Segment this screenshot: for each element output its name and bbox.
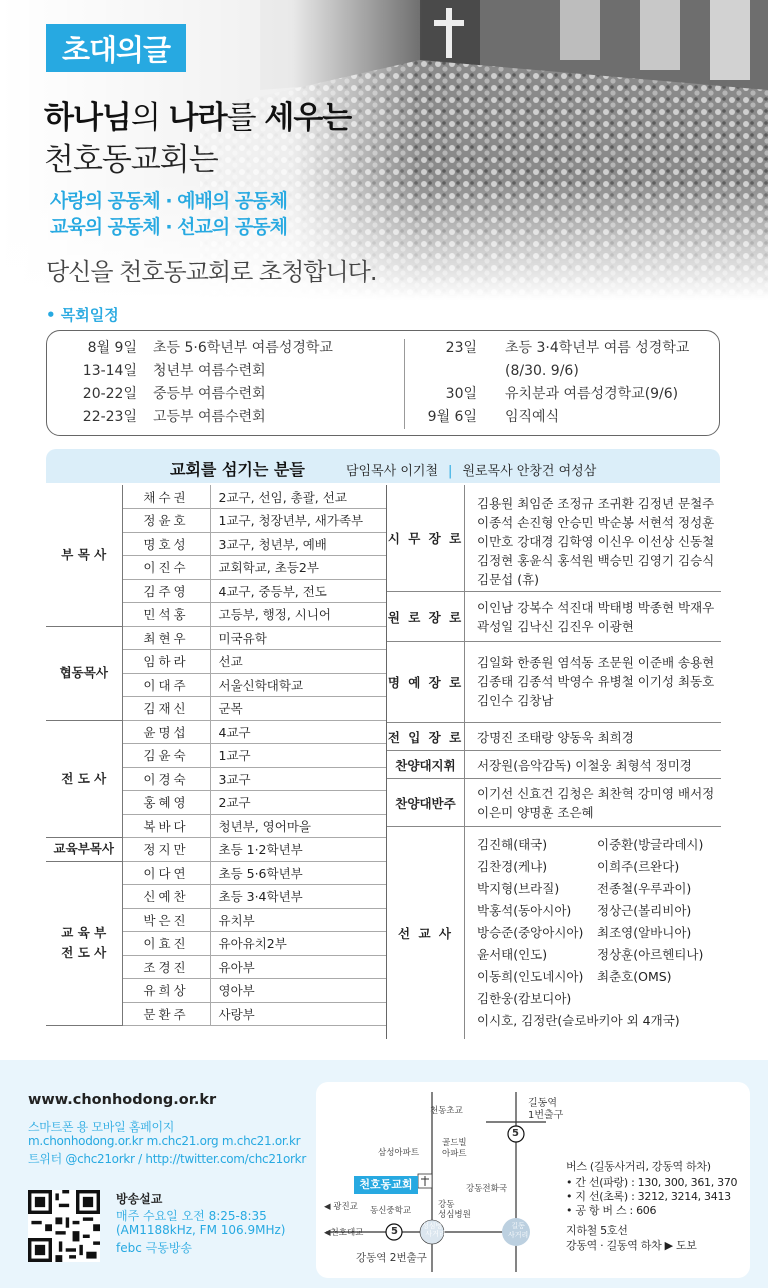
hero-banner	[0, 0, 768, 300]
map-exit1-number: 5	[512, 1128, 519, 1139]
staff-name: 박은진	[122, 908, 210, 932]
row-emeritus-elders: 원 로 장 로 이인남 강복수 석진대 박태병 박종현 박재우 곽성일 김낙신 김진우 이광현	[387, 592, 721, 642]
hero-invitation: 당신을 천호동교회로 초청합니다.	[46, 258, 377, 286]
qr-code-icon[interactable]	[28, 1190, 100, 1262]
staff-role: 교회학교, 초등2부	[210, 556, 386, 580]
elder-line: 이종석 손진형 안승민 박순봉 서현석 정성훈	[477, 515, 715, 530]
staff-name: 정지만	[122, 838, 210, 862]
staff-name: 이다연	[122, 861, 210, 885]
staff-role: 선교	[210, 650, 386, 674]
row-honorary-elders: 명 예 장 로 김일화 한종원 염석동 조문원 이준배 송용현 김종태 김종석 박영수 유병철 이기성 최동호 김인수 김창남	[387, 642, 721, 723]
staff-name: 유희상	[122, 979, 210, 1003]
mobile-label: 스마트폰 용 모바일 홈페이지	[28, 1120, 175, 1134]
row-choir-accompanist: 찬양대반주 이기선 신효건 김청은 최찬혁 강미영 배서정 이은미 양명훈 조은혜	[387, 779, 721, 827]
staff-name: 홍혜영	[122, 791, 210, 815]
schedule-row: 23일 초등 3·4학년부 여름 성경학교	[445, 340, 690, 356]
website-link[interactable]: www.chonhodong.or.kr	[28, 1092, 217, 1108]
staff-role: 1교구, 청장년부, 새가족부	[210, 509, 386, 533]
staff-row	[46, 838, 386, 862]
row-transfer-elders: 전 입 장 로 강명진 조태랑 양동욱 최희경	[387, 723, 721, 751]
staff-group-label: 교 육 부 전 도 사	[46, 861, 122, 1026]
missionary: 이중환(방글라데시)	[597, 837, 704, 852]
elder-line: 김일화 한종원 염석동 조문원 이준배 송용현	[477, 655, 715, 670]
missionary: 김진해(태국)	[477, 837, 548, 852]
elder-line: 곽성일 김낙신 김진우 이광현	[477, 619, 634, 634]
elder-line: 김문섭 (휴)	[477, 572, 540, 587]
staff-name: 이경숙	[122, 767, 210, 791]
staff-name: 민석홍	[122, 603, 210, 627]
staff-role: 3교구, 청년부, 예배	[210, 532, 386, 556]
missionary: 박홍석(동아시아)	[477, 903, 572, 918]
schedule-row: 9월 6일 임직예식	[427, 409, 560, 425]
map-junction-1: 성심병원 사거리	[422, 1222, 450, 1238]
staff-row	[46, 626, 386, 650]
staff-group-label: 협동목사	[46, 626, 122, 720]
bus-title: 버스 (길동사거리, 강동역 하차)	[566, 1160, 711, 1173]
staff-title: 교회를 섬기는 분들	[170, 460, 305, 479]
map-church-label: 천호동교회	[354, 1176, 418, 1194]
pastor-table	[46, 485, 386, 1026]
staff-role: 3교구	[210, 767, 386, 791]
staff-role: 군목	[210, 697, 386, 721]
hero-headline-2: 천호동교회는	[44, 142, 218, 178]
staff-name: 김재신	[122, 697, 210, 721]
schedule-row: 22-23일 고등부 여름수련회	[82, 409, 266, 425]
missionary: 김한웅(캄보디아)	[477, 991, 572, 1006]
schedule-row: 13-14일 청년부 여름수련회	[82, 363, 266, 379]
staff-pastors: 담임목사 이기철 | 원로목사 안창건 여성삼	[346, 464, 597, 479]
staff-name: 윤명섭	[122, 720, 210, 744]
staff-role: 초등 3·4학년부	[210, 885, 386, 909]
map-junction-2: 길동 사거리	[508, 1222, 529, 1239]
map-label-school: 천동초교	[430, 1106, 463, 1116]
missionary: 전종철(우루과이)	[597, 881, 692, 896]
staff-name: 이대주	[122, 673, 210, 697]
bus-trunk: • 간 선(파랑) : 130, 300, 361, 370	[566, 1176, 738, 1189]
missionary: 김찬경(케냐)	[477, 859, 548, 874]
staff-name: 신예찬	[122, 885, 210, 909]
missionary: 방승준(중앙아시아)	[477, 925, 584, 940]
staff-name: 복바다	[122, 814, 210, 838]
bus-airport: • 공 항 버 스 : 606	[566, 1204, 657, 1217]
map-label-hospital: 강동 성심병원	[438, 1200, 471, 1220]
missionary: 정상근(볼리비아)	[597, 903, 692, 918]
elder-line: 김용원 최임준 조정규 조귀환 김정년 문철주	[477, 496, 715, 511]
subway-stations: 강동역 · 길동역 하차 ▶ 도보	[566, 1239, 697, 1252]
broadcast-freq: (AM1188kHz, FM 106.9MHz)	[116, 1223, 286, 1237]
staff-role: 고등부, 행정, 시니어	[210, 603, 386, 627]
schedule-row: 8월 9일 초등 5·6학년부 여름성경학교	[87, 340, 333, 356]
hero-subline-2: 교육의 공동체 · 선교의 공동체	[50, 216, 287, 238]
row-choir-conductor: 찬양대지휘 서장원(음악감독) 이철웅 최형석 정미경	[387, 751, 721, 779]
schedule-row: 20-22일 중등부 여름수련회	[82, 386, 266, 402]
map-label-exit2: 강동역 2번출구	[356, 1252, 427, 1264]
missionary: 정상훈(아르헨티나)	[597, 947, 704, 962]
map-label-samsung: 삼성아파트	[378, 1148, 420, 1158]
elder-line: 이기선 신효건 김청은 최찬혁 강미영 배서정	[477, 786, 715, 801]
staff-role: 2교구	[210, 791, 386, 815]
broadcast-time: 매주 수요일 오전 8:25-8:35	[116, 1209, 267, 1223]
elder-line: 이만호 강대경 김학영 이신우 이선상 신동철	[477, 534, 715, 549]
elder-line: 김종태 김종석 박영수 유병철 이기성 최동호	[477, 674, 715, 689]
broadcast-station: febc 극동방송	[116, 1241, 193, 1255]
staff-group-label: 부 목 사	[46, 485, 122, 626]
staff-row	[46, 720, 386, 744]
staff-row	[46, 485, 386, 509]
map-label-goldvill: 골드빌 아파트	[442, 1138, 467, 1159]
staff-name: 김윤숙	[122, 744, 210, 768]
missionary: 박지형(브라질)	[477, 881, 560, 896]
map-label-bridge1: ◀ 광진교	[324, 1202, 358, 1212]
staff-role: 1교구	[210, 744, 386, 768]
staff-role: 사랑부	[210, 1002, 386, 1026]
map-label-dongshin: 동신중학교	[370, 1206, 412, 1216]
schedule-row: (8/30. 9/6)	[505, 363, 579, 379]
row-elders: 시 무 장 로 김용원 최임준 조정규 조귀환 김정년 문철주 이종석 손진형 안승민 박순봉 서현석 정성훈 이만호 강대경 김학영 이신우 이선상 신동철 김정현 홍윤식 홍석원 백승민 김영기 김승식 김문섭 (휴)	[387, 485, 721, 592]
staff-role: 초등 5·6학년부	[210, 861, 386, 885]
invitation-badge: 초대의글	[46, 24, 186, 72]
staff-group-label: 전 도 사	[46, 720, 122, 838]
location-map	[316, 1082, 750, 1278]
elder-line: 김인수 김창남	[477, 693, 554, 708]
missionary: 윤서태(인도)	[477, 947, 548, 962]
staff-name: 조경진	[122, 955, 210, 979]
staff-role: 유치부	[210, 908, 386, 932]
hero-headline: 하나님의 나라를 세우는	[44, 100, 352, 136]
missionary: 최춘호(OMS)	[597, 969, 672, 984]
elder-line: 서장원(음악감독) 이철웅 최형석 정미경	[477, 758, 692, 773]
staff-name: 최현우	[122, 626, 210, 650]
staff-role: 서울신학대학교	[210, 673, 386, 697]
staff-row	[46, 861, 386, 885]
staff-name: 이진수	[122, 556, 210, 580]
schedule-row: 30일 유치분과 여름성경학교(9/6)	[445, 386, 679, 402]
missionary: 최조영(알바니아)	[597, 925, 692, 940]
staff-role: 초등 1·2학년부	[210, 838, 386, 862]
staff-role: 유아유치2부	[210, 932, 386, 956]
staff-name: 이효진	[122, 932, 210, 956]
staff-name: 채수권	[122, 485, 210, 509]
schedule-box	[46, 330, 720, 436]
missionary: 이시호, 김정란(슬로바키아 외 4개국)	[477, 1013, 680, 1028]
staff-name: 문환주	[122, 1002, 210, 1026]
missionary: 이동희(인도네시아)	[477, 969, 584, 984]
elder-line: 이인남 강복수 석진대 박태병 박종현 박재우	[477, 600, 715, 615]
broadcast-title: 방송설교	[116, 1192, 163, 1206]
staff-role: 미국유학	[210, 626, 386, 650]
staff-role: 2교구, 선임, 총괄, 선교	[210, 485, 386, 509]
bus-branch: • 지 선(초록) : 3212, 3214, 3413	[566, 1190, 731, 1203]
staff-role: 유아부	[210, 955, 386, 979]
elder-line: 김정현 홍윤식 홍석원 백승민 김영기 김승식	[477, 553, 715, 568]
staff-role: 4교구, 중등부, 전도	[210, 579, 386, 603]
row-missionaries: 선 교 사 김진해(태국) 김찬경(케냐) 박지형(브라질) 박홍석(동아시아) 방승준(중앙아시아) 윤서태(인도) 이동희(인도네시아) 김한웅(캄보디아) 이시호, 김정란(슬로바키아 외 4개국) 이중환(방글라데시) 이희주(르완다) 전종철(우루과이) 정상근(볼리비아) 최조영(알바니아) 정상훈(아르헨티나) 최춘호(OMS)	[387, 827, 721, 1039]
staff-name: 임하라	[122, 650, 210, 674]
map-label-exit1: 길동역 1번출구	[528, 1098, 564, 1121]
staff-role: 4교구	[210, 720, 386, 744]
map-exit2-number: 5	[391, 1226, 398, 1237]
mobile-links[interactable]: m.chonhodong.or.kr m.chc21.org m.chc21.or.kr	[28, 1134, 301, 1148]
subway-line: 지하철 5호선	[566, 1224, 628, 1237]
staff-name: 명호성	[122, 532, 210, 556]
map-label-telecom: 강동전화국	[466, 1184, 508, 1194]
staff-role: 영아부	[210, 979, 386, 1003]
staff-name: 김주영	[122, 579, 210, 603]
staff-group-label: 교육부목사	[46, 838, 122, 862]
elder-line: 이은미 양명훈 조은혜	[477, 805, 594, 820]
elder-line: 강명진 조태랑 양동욱 최희경	[477, 730, 634, 745]
missionary: 이희주(르완다)	[597, 859, 680, 874]
staff-name: 정윤호	[122, 509, 210, 533]
staff-role: 청년부, 영어마을	[210, 814, 386, 838]
twitter-link[interactable]: 트위터 @chc21orkr / http://twitter.com/chc21orkr	[28, 1152, 306, 1166]
schedule-title: • 목회일정	[46, 306, 119, 324]
hero-subline-1: 사랑의 공동체 · 예배의 공동체	[50, 190, 287, 212]
map-label-bridge2: ◀천호대교	[324, 1228, 364, 1238]
elder-table	[386, 485, 720, 1039]
